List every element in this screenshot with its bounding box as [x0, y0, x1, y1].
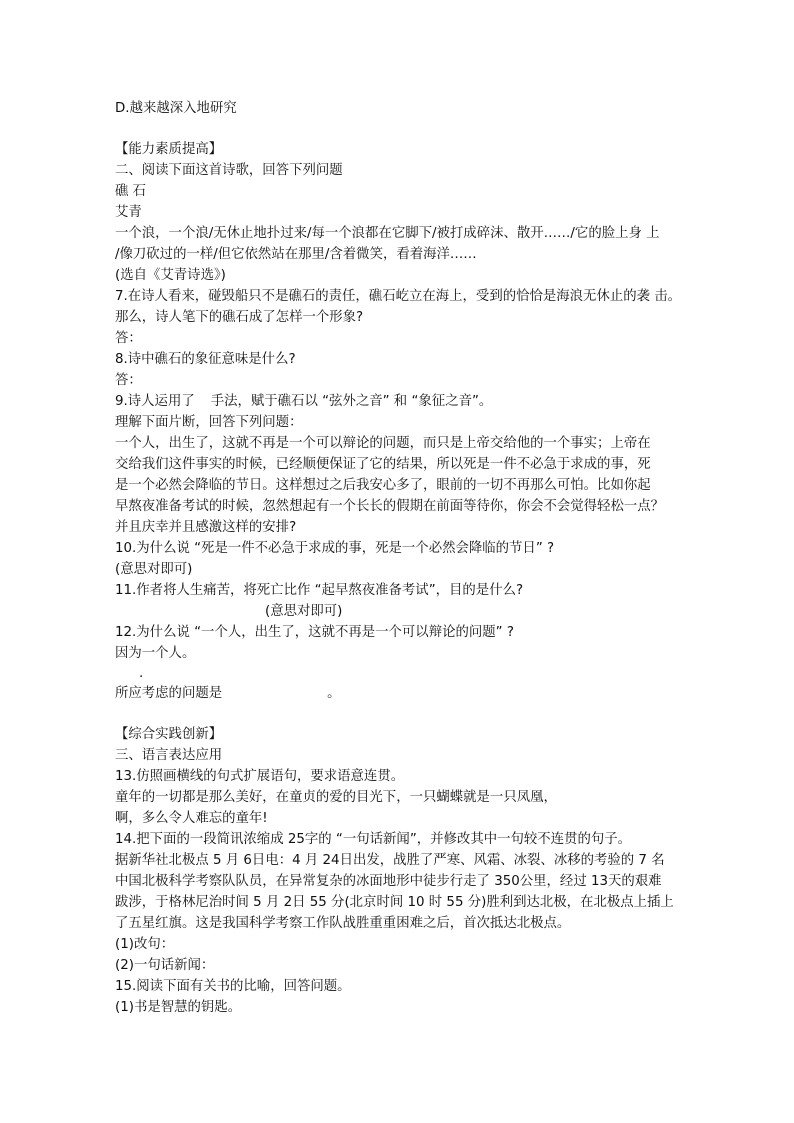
passage-line-1: 一个人，出生了，这就不再是一个可以辩论的问题，而只是上帝交给他的一个事实；上帝在 — [115, 436, 651, 451]
answer-label-1: 答： — [115, 331, 142, 346]
consider-line — [115, 683, 695, 704]
news-line-4: 了五星红旗。这是我国科学考察工作队战胜重重困难之后，首次抵达北极点。 — [115, 916, 571, 931]
document-content — [115, 98, 695, 1018]
question-9 — [115, 391, 695, 412]
poem-source: (选自《艾青诗选》) — [115, 268, 226, 283]
question-11: 11.作者将人生痛苦，将死亡比作 “起早熬夜准备考试”，目的是什么? — [115, 583, 524, 598]
passage-line-5: 并且庆幸并且感激这样的安排? — [115, 520, 297, 535]
question-13-line-2: 啊，多么令人难忘的童年! — [115, 811, 268, 826]
because-line: 因为一个人。 — [115, 646, 196, 661]
question-7-line-2: 那么，诗人笔下的礁石成了怎样一个形象? — [115, 310, 364, 325]
section-header-practice: 【综合实践创新】 — [115, 727, 223, 742]
poem-text-2: /像刀砍过的一样/但它依然站在那里/含着微笑，看着海洋…… — [115, 247, 477, 262]
question-8: 8.诗中礁石的象征意味是什么? — [115, 352, 296, 367]
question-13: 13.仿照画横线的句式扩展语句，要求语意连贯。 — [115, 769, 405, 784]
question-7-line-1: 7.在诗人看来，碰毁船只不是礁石的责任，礁石屹立在海上，受到的恰恰是海浪无休止的袭 击。 — [115, 289, 682, 304]
poem-text-1: 一个浪，一个浪/无休止地扑过来/每一个浪都在它脚下/被打成碎沫、散开……/它的脸上身 上 — [115, 226, 660, 241]
option-d: D.越来越深入地研究 — [115, 101, 237, 116]
spacer — [115, 119, 695, 139]
section-title-expression: 三、语言表达应用 — [115, 748, 223, 763]
question-14: 14.把下面的一段简讯浓缩成 25字的 “一句话新闻”，并修改其中一句较不连贯的句子。 — [115, 832, 632, 847]
dot-mark: . — [139, 666, 144, 681]
section-header-ability: 【能力素质提高】 — [115, 142, 223, 157]
note-meaning-ok-2: (意思对即可) — [265, 604, 343, 619]
consider-part-a: 所应考虑的问题是 — [115, 686, 223, 701]
consider-part-b: 。 — [327, 686, 341, 701]
question-14-part-1: (1)改句： — [115, 937, 175, 952]
question-15-part-1: (1)书是智慧的钥匙。 — [115, 1000, 242, 1015]
poem-title: 礁 石 — [115, 184, 147, 199]
news-line-1: 据新华社北极点 5 月 6日电：4 月 24日出发，战胜了严寒、风霜、冰裂、冰移的考验的 7 名 — [115, 853, 665, 868]
question-9-part-a: 9.诗人运用了 — [115, 394, 195, 409]
question-15: 15.阅读下面有关书的比喻，回答问题。 — [115, 979, 351, 994]
news-line-3: 跋涉，于格林尼治时间 5 月 2日 55 分(北京时间 10 时 55 分)胜利到达北极，在北极点上插上 — [115, 895, 674, 910]
note-meaning-ok-1: (意思对即可) — [115, 562, 193, 577]
question-14-part-2: (2)一句话新闻： — [115, 958, 215, 973]
passage-intro: 理解下面片断，回答下列问题： — [115, 415, 303, 430]
answer-label-2: 答： — [115, 373, 142, 388]
question-9-part-b: 手法，赋于礁石以 “弦外之音” 和 “象征之音”。 — [210, 394, 493, 409]
passage-line-3: 是一个必然会降临的节日。这样想过之后我安心多了，眼前的一切不再那么可怕。比如你起 — [115, 478, 651, 493]
question-10: 10.为什么说 “死是一件不必急于求成的事，死是一个必然会降临的节日” ? — [115, 541, 555, 556]
question-13-line-1: 童年的一切都是那么美好，在童贞的爱的目光下，一只蝴蝶就是一只凤凰， — [115, 790, 557, 805]
spacer — [115, 704, 695, 724]
news-line-2: 中国北极科学考察队队员，在异常复杂的冰面地形中徒步行走了 350公里，经过 13天的艰难 — [115, 874, 662, 889]
passage-line-2: 交给我们这件事实的时候，已经顺便保证了它的结果，所以死是一件不必急于求成的事，死 — [115, 457, 651, 472]
section-title-reading: 二、阅读下面这首诗歌，回答下列问题 — [115, 163, 343, 178]
poem-author: 艾青 — [115, 205, 142, 220]
question-12: 12.为什么说 “一个人，出生了，这就不再是一个可以辩论的问题” ? — [115, 625, 514, 640]
passage-line-4: 早熬夜准备考试的时候，忽然想起有一个长长的假期在前面等待你，你会不会觉得轻松一点？ — [115, 499, 665, 514]
